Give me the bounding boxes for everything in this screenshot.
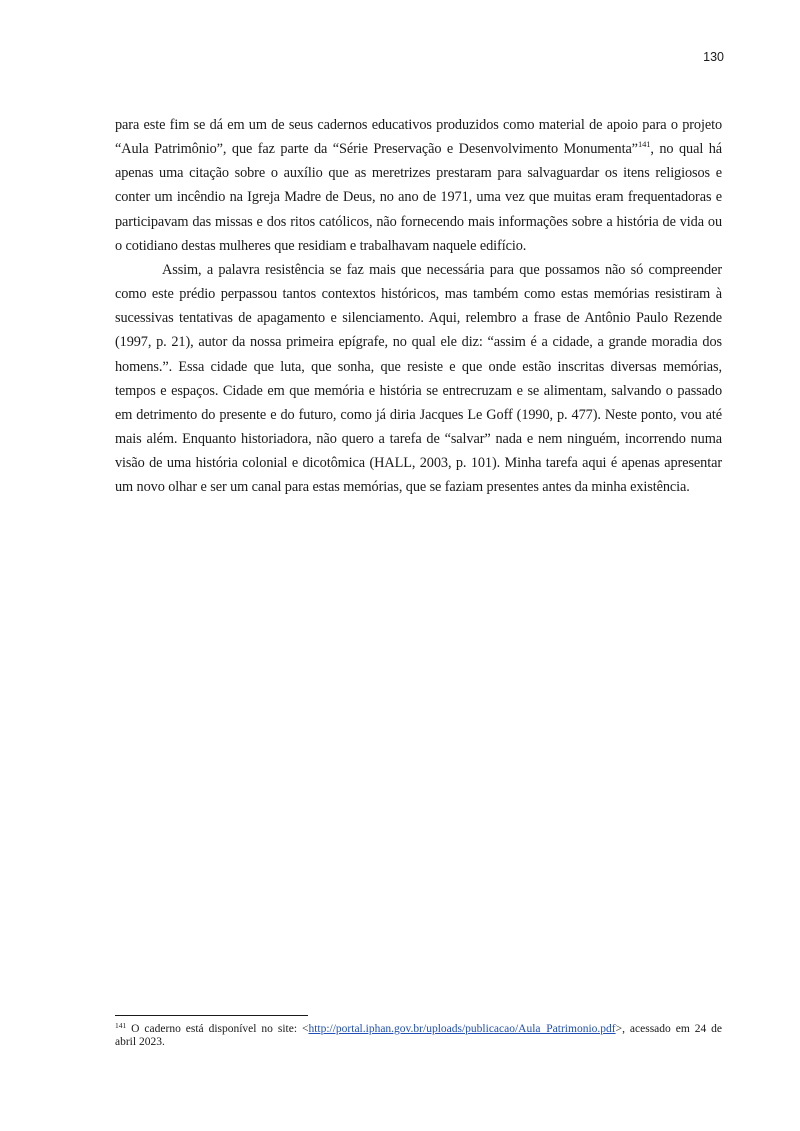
paragraph-resistencia: Assim, a palavra resistência se faz mais que necessária para que possamos não só compreender como este prédio perpassou tantos contextos históricos, mas também como estas memórias resistiram à sucessivas tentativas de apagamento e silenciamento. Aqui, relembro a frase de Antônio Paulo Rezende (1997, p. 21), autor da nossa primeira epígrafe, no qual ele diz: “assim é a cidade, a grande moradia dos homens.”. Essa cidade que luta, que sonha, que resiste e que onde estão inscritas diversas memórias, tempos e espaços. Cidade em que memória e história se entrecruzam e se alimentam, salvando o passado em detrimento do presente e do futuro, como já diria Jacques Le Goff (1990, p. 477). Neste ponto, vou até mais além. Enquanto historiadora, não quero a tarefa de “salvar” nada e nem ninguém, incorrendo numa visão de uma história colonial e dicotômica (HALL, 2003, p. 101). Minha tarefa aqui é apenas apresentar um novo olhar e ser um canal para estas memórias, que se faziam presentes antes da minha existência. (115, 261, 722, 496)
page-number: 130 (703, 50, 724, 64)
paragraph-continued (115, 113, 722, 258)
footnote-reference[interactable]: 141 (637, 139, 651, 150)
footnote (115, 1023, 722, 1048)
footnote-text: >, acessado em 24 de abril 2023. (115, 1023, 722, 1048)
footnote-link[interactable]: http://portal.iphan.gov.br/uploads/publicacao/Aula_Patrimonio.pdf (308, 1023, 616, 1035)
footnote-separator (115, 1015, 308, 1016)
footnote-number: 141 (115, 1021, 127, 1030)
main-text (115, 113, 722, 500)
paragraph-text: , no qual há apenas uma citação sobre o auxílio que as meretrizes prestaram para salvaguardar os itens religiosos e conter um incêndio na Igreja Madre de Deus, no ano de 1971, uma vez que muitas eram frequentadoras e participavam das missas e dos ritos católicos, não fornecendo mais informações sobre a história de vida ou o cotidiano destas mulheres que residiam e trabalhavam naquele edifício. (115, 141, 722, 254)
paragraph-text: para este fim se dá em um de seus cadernos educativos produzidos como material de apoio para o projeto “Aula Patrimônio”, que faz parte da “Série Preservação e Desenvolvimento Monumenta” (115, 117, 722, 158)
footnote-text: O caderno está disponível no site: < (126, 1023, 309, 1035)
